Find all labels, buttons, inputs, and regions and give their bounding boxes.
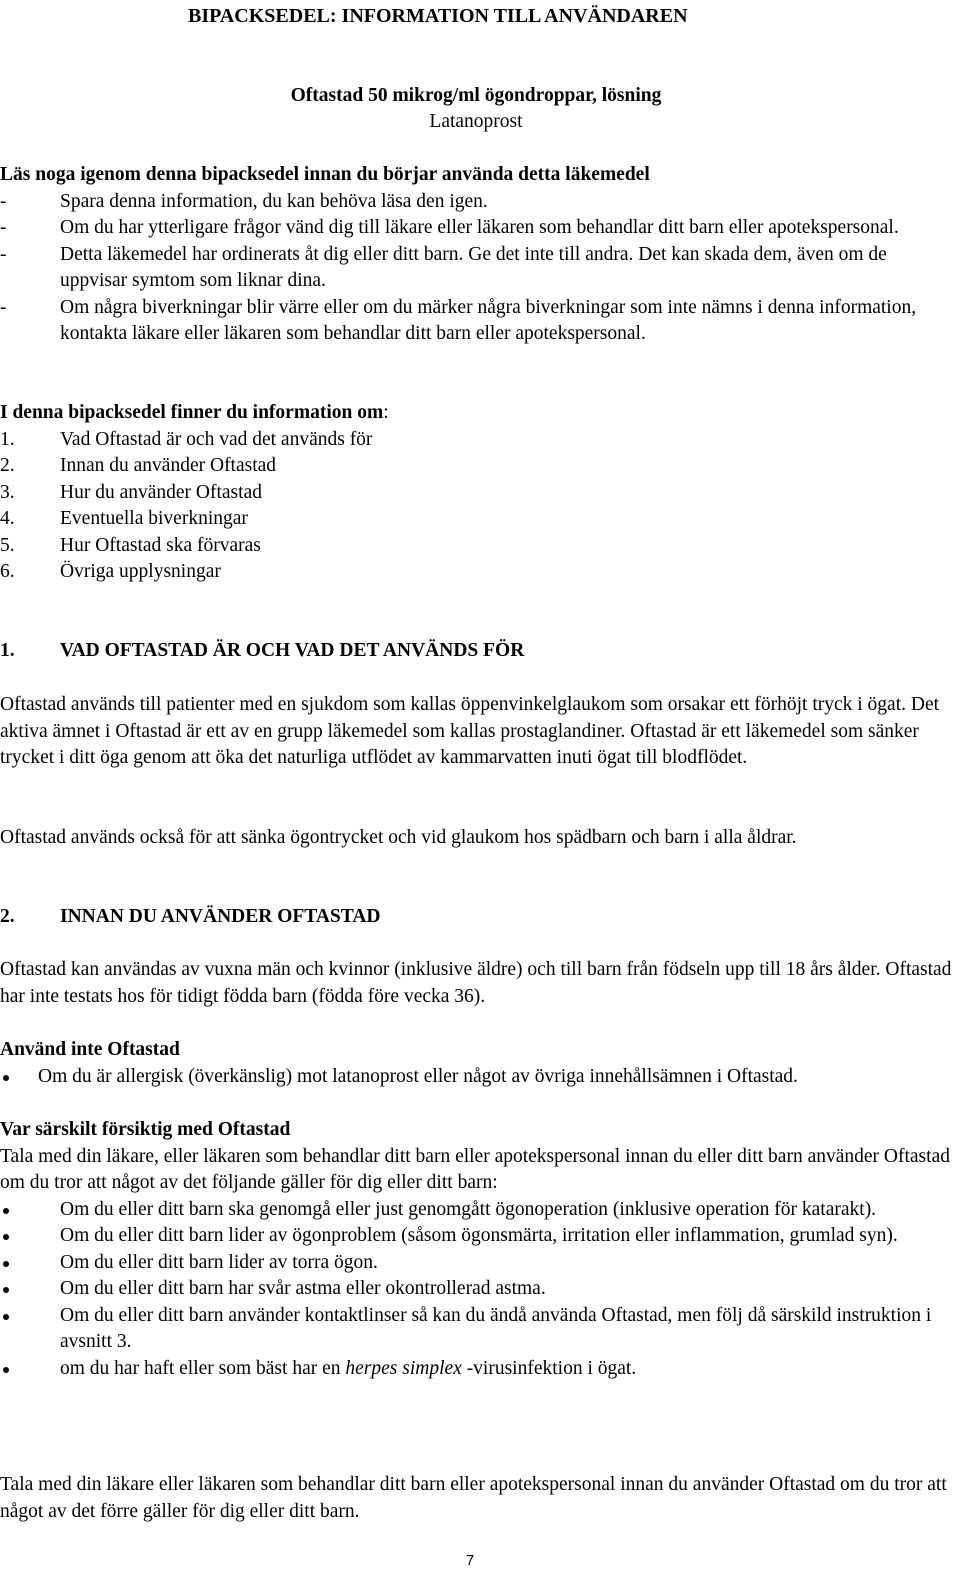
section-1-paragraph-2: Oftastad används också för att sänka ögontrycket och vid glaukom hos spädbarn och barn i alla åldrar. — [0, 827, 797, 848]
bullet-icon — [3, 1367, 9, 1373]
document-title: BIPACKSEDEL: INFORMATION TILL ANVÄNDAREN — [188, 5, 688, 27]
bullet-icon — [3, 1208, 9, 1214]
bullet-text: Om du eller ditt barn använder kontaktlinser så kan du ändå använda Oftastad, men följ då särskild instruktion i avsnitt 3. — [60, 1304, 932, 1352]
closing-paragraph: Tala med din läkare eller läkaren som behandlar ditt barn eller apotekspersonal innan du använder Oftastad om du tror att något av det förre gäller för dig eller ditt barn. — [0, 1474, 947, 1522]
bullet-text: Om du är allergisk (överkänslig) mot latanoprost eller något av övriga innehållsämnen i Oftastad. — [38, 1065, 798, 1087]
intro-item — [0, 189, 952, 216]
toc-item-number: 3. — [0, 481, 15, 503]
section-heading — [0, 638, 952, 665]
closing-block — [0, 1472, 952, 1525]
table-of-contents — [0, 400, 952, 586]
intro-item — [0, 215, 952, 242]
bullet-text: Om du eller ditt barn lider av ögonproblem (såsom ögonsmärta, irritation eller inflammation, grumlad syn). — [60, 1225, 898, 1246]
toc-heading-line — [0, 400, 952, 427]
dash-marker: - — [0, 217, 7, 238]
bullet-item — [0, 1197, 952, 1224]
section-title: INNAN DU ANVÄNDER OFTASTAD — [60, 906, 381, 927]
bullet-item — [0, 1356, 952, 1383]
toc-heading: I denna bipacksedel finner du information om — [0, 402, 384, 423]
product-name: Oftastad 50 mikrog/ml ögondroppar, lösning — [290, 85, 662, 106]
section-heading — [0, 904, 952, 931]
bullet-item — [0, 1276, 952, 1303]
herpes-text-before: om du har haft eller som bäst har en — [60, 1357, 346, 1379]
toc-item-number: 5. — [0, 534, 15, 556]
toc-item — [0, 453, 952, 480]
bullet-icon — [3, 1314, 9, 1320]
herpes-italic: herpes simplex — [345, 1357, 462, 1379]
intro-section — [0, 162, 952, 348]
bullet-item — [0, 1223, 952, 1250]
toc-item — [0, 427, 952, 454]
intro-item-text: Spara denna information, du kan behöva läsa den igen. — [60, 190, 488, 212]
do-not-use-block — [0, 1037, 952, 1090]
intro-heading: Läs noga igenom denna bipacksedel innan du börjar använda detta läkemedel — [0, 164, 650, 185]
section-title: VAD OFTASTAD ÄR OCH VAD DET ANVÄNDS FÖR — [60, 640, 525, 661]
toc-item-label: Övriga upplysningar — [60, 561, 221, 582]
toc-item-label: Innan du använder Oftastad — [60, 455, 277, 476]
section-1-paragraph: Oftastad används till patienter med en sjukdom som kallas öppenvinkelglaukom som orsakar ett förhöjt tryck i ögat. Det aktiva ämnet i Oftastad är ett av en grupp läkemedel som kallas prostaglandiner. Oftastad är ett läkemedel som sänker trycket i ditt öga genom att öka det naturliga utflödet av kammarvatten inuti ögat till blodflödet. — [0, 694, 940, 768]
toc-item — [0, 506, 952, 533]
bullet-item — [0, 1303, 952, 1356]
section-2-heading — [0, 904, 952, 931]
bullet-text: Om du eller ditt barn har svår astma eller okontrollerad astma. — [60, 1278, 546, 1299]
intro-item-text: Detta läkemedel har ordinerats åt dig eller ditt barn. Ge det inte till andra. Det kan skada dem, även om de uppvisar symtom som liknar dina. — [60, 243, 887, 291]
dash-marker: - — [0, 296, 7, 318]
intro-item — [0, 242, 952, 295]
intro-item-text: Om några biverkningar blir värre eller om du märker några biverkningar som inte nämns i denna information, kontakta läkare eller läkaren som behandlar ditt barn eller apotekspersonal. — [60, 296, 917, 344]
toc-item-label: Vad Oftastad är och vad det används för — [60, 428, 373, 450]
section-1-heading — [0, 638, 952, 665]
bullet-item — [0, 1064, 952, 1091]
toc-item-number: 2. — [0, 455, 15, 476]
dash-marker: - — [0, 190, 7, 212]
herpes-text-after: -virusinfektion i ögat. — [461, 1357, 637, 1379]
bullet-icon — [3, 1234, 9, 1240]
intro-item — [0, 295, 952, 348]
toc-item-number: 4. — [0, 508, 15, 529]
toc-item-label: Hur du använder Oftastad — [60, 481, 262, 503]
bullet-icon — [3, 1075, 9, 1081]
do-not-use-heading: Använd inte Oftastad — [0, 1039, 180, 1060]
active-substance: Latanoprost — [429, 111, 523, 132]
section-1-body — [0, 692, 952, 772]
toc-item-label: Eventuella biverkningar — [60, 508, 248, 529]
caution-block — [0, 1117, 952, 1382]
toc-item — [0, 480, 952, 507]
bullet-text: Om du eller ditt barn ska genomgå eller just genomgått ögonoperation (inklusive operation för katarakt). — [60, 1198, 877, 1220]
caution-intro: Tala med din läkare, eller läkaren som behandlar ditt barn eller apotekspersonal innan du eller ditt barn använder Oftastad om du tror att något av det följande gäller för dig eller ditt barn: — [0, 1145, 950, 1193]
page-number: 7 — [465, 1552, 475, 1569]
bullet-icon — [3, 1261, 9, 1267]
toc-item — [0, 533, 952, 560]
section-number: 1. — [0, 640, 15, 661]
dash-marker: - — [0, 243, 7, 265]
section-2-paragraph: Oftastad kan användas av vuxna män och kvinnor (inklusive äldre) och till barn från födseln upp till 18 års ålder. Oftastad har inte testats hos för tidigt födda barn (födda före vecka 36). — [0, 959, 952, 1007]
section-number: 2. — [0, 906, 15, 927]
section-2-intro — [0, 957, 952, 1010]
toc-item-label: Hur Oftastad ska förvaras — [60, 534, 261, 556]
section-1-body-2 — [0, 825, 952, 852]
caution-heading: Var särskilt försiktig med Oftastad — [0, 1119, 291, 1140]
toc-item — [0, 559, 952, 586]
toc-item-number: 6. — [0, 561, 15, 582]
bullet-item — [0, 1250, 952, 1277]
intro-item-text: Om du har ytterligare frågor vänd dig till läkare eller läkaren som behandlar ditt barn eller apotekspersonal. — [60, 217, 899, 238]
bullet-text: Om du eller ditt barn lider av torra ögon. — [60, 1251, 378, 1273]
toc-item-number: 1. — [0, 428, 15, 450]
bullet-icon — [3, 1287, 9, 1293]
toc-heading-colon: : — [383, 402, 389, 423]
